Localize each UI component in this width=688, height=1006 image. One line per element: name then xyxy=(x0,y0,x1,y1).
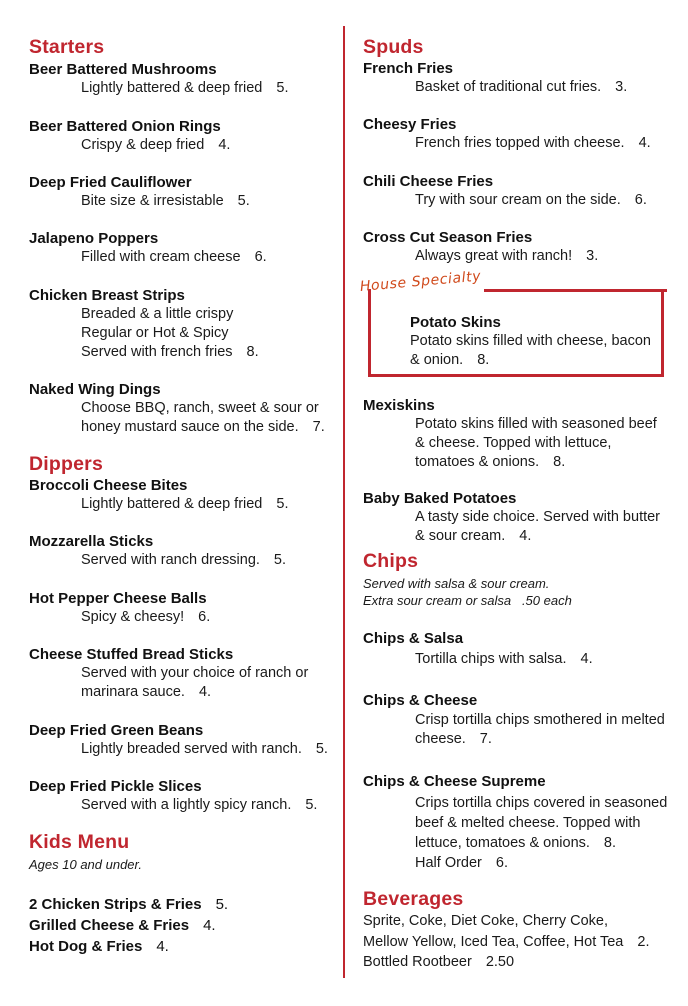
kids-item: Grilled Cheese & Fries 4. xyxy=(29,917,216,934)
item-name: Hot Pepper Cheese Balls xyxy=(29,590,207,607)
item-price: 6. xyxy=(198,609,211,625)
starters-heading: Starters xyxy=(29,36,105,58)
chips-note: Served with salsa & sour cream. Extra sour cream or salsa .50 each xyxy=(363,576,572,608)
item-desc: French fries topped with cheese. 4. xyxy=(415,135,651,151)
item-price: 7. xyxy=(312,419,325,435)
item-name: Jalapeno Poppers xyxy=(29,230,159,247)
item-price: 8. xyxy=(246,344,259,360)
item-name: Mexiskins xyxy=(363,397,435,414)
item-name: Naked Wing Dings xyxy=(29,381,161,398)
item-price: 4. xyxy=(218,137,231,153)
item-name: Cheesy Fries xyxy=(363,116,457,133)
item-price: 7. xyxy=(479,731,492,747)
item-price: 5. xyxy=(273,552,287,568)
item-desc: Basket of traditional cut fries. 3. xyxy=(415,79,628,95)
item-price: 4. xyxy=(156,938,169,955)
item-name: Beer Battered Onion Rings xyxy=(29,118,221,135)
item-price: 2.50 xyxy=(485,954,515,970)
item-desc: Served with your choice of ranch or marinara sauce. 4. xyxy=(81,665,309,700)
item-price: 3. xyxy=(586,248,599,264)
item-desc: Always great with ranch! 3. xyxy=(415,248,599,264)
item-name: Chicken Breast Strips xyxy=(29,287,185,304)
item-desc: Tortilla chips with salsa. 4. xyxy=(415,651,593,667)
item-name: Deep Fried Cauliflower xyxy=(29,174,192,191)
item-price: 6. xyxy=(495,855,508,871)
item-name: Broccoli Cheese Bites xyxy=(29,477,188,494)
house-specialty-border-top xyxy=(484,289,667,292)
item-price: 4. xyxy=(580,651,593,667)
item-desc: Breaded & a little crispy Regular or Hot & Spicy Served with french fries 8. xyxy=(81,306,259,360)
item-name: Chips & Cheese Supreme xyxy=(363,773,546,790)
item-name: Baby Baked Potatoes xyxy=(363,490,517,507)
item-price: 8. xyxy=(603,835,616,851)
item-price: 6. xyxy=(254,249,267,265)
item-price: 5. xyxy=(305,797,318,813)
item-desc: Served with ranch dressing. 5. xyxy=(81,552,287,568)
item-desc: Crispy & deep fried 4. xyxy=(81,137,231,153)
item-desc: Try with sour cream on the side. 6. xyxy=(415,192,647,208)
item-price: 5. xyxy=(276,80,289,96)
item-name: Deep Fried Pickle Slices xyxy=(29,778,202,795)
item-name: Deep Fried Green Beans xyxy=(29,722,204,739)
item-price: 4. xyxy=(519,528,532,544)
item-desc: Served with a lightly spicy ranch. 5. xyxy=(81,797,318,813)
chips-heading: Chips xyxy=(363,550,419,572)
item-desc: Potato skins filled with cheese, bacon & onion. 8. xyxy=(410,333,651,368)
item-name: Chips & Cheese xyxy=(363,692,478,709)
item-price: 5. xyxy=(237,193,250,209)
item-price: 8. xyxy=(553,454,566,470)
item-price: 4. xyxy=(198,684,212,700)
item-price: 4. xyxy=(203,917,216,934)
house-specialty-label: House Specialty xyxy=(359,268,482,295)
item-name: Cheese Stuffed Bread Sticks xyxy=(29,646,234,663)
item-desc: Spicy & cheesy! 6. xyxy=(81,609,211,625)
item-name: Potato Skins xyxy=(410,314,501,331)
kids-note: Ages 10 and under. xyxy=(29,857,142,872)
beverages-heading: Beverages xyxy=(363,888,464,910)
item-desc: Bite size & irresistable 5. xyxy=(81,193,250,209)
column-divider xyxy=(343,26,345,978)
item-name: Chili Cheese Fries xyxy=(363,173,494,190)
beverages-list: Sprite, Coke, Diet Coke, Cherry Coke, Mellow Yellow, Iced Tea, Coffee, Hot Tea 2. Bottled Rootbeer 2.50 xyxy=(363,913,650,970)
kids-item: 2 Chicken Strips & Fries 5. xyxy=(29,896,229,913)
item-price: 2. xyxy=(637,933,650,950)
dippers-heading: Dippers xyxy=(29,453,104,475)
item-desc: Potato skins filled with seasoned beef & cheese. Topped with lettuce, tomatoes & onions. 8. xyxy=(415,416,657,470)
item-desc: Filled with cream cheese 6. xyxy=(81,249,267,265)
item-name: Beer Battered Mushrooms xyxy=(29,61,217,78)
item-price: 8. xyxy=(477,352,490,368)
item-price: 5. xyxy=(315,741,328,757)
item-name: Chips & Salsa xyxy=(363,630,464,647)
item-desc: Lightly battered & deep fried 5. xyxy=(81,496,289,512)
item-price: 3. xyxy=(615,79,628,95)
item-price: 5. xyxy=(276,496,289,512)
item-name: Mozzarella Sticks xyxy=(29,533,154,550)
item-name: Cross Cut Season Fries xyxy=(363,229,533,246)
spuds-heading: Spuds xyxy=(363,36,424,58)
kids-menu-heading: Kids Menu xyxy=(29,831,130,853)
item-price: 5. xyxy=(215,896,229,913)
item-desc: A tasty side choice. Served with butter & sour cream. 4. xyxy=(415,509,661,544)
item-desc: Lightly battered & deep fried 5. xyxy=(81,80,289,96)
item-desc: Crips tortilla chips covered in seasoned beef & melted cheese. Topped with lettuce, tomatoes & onions. 8. Half Order 6. xyxy=(415,795,668,871)
item-price: 6. xyxy=(634,192,647,208)
item-price: 4. xyxy=(638,135,651,151)
item-desc: Choose BBQ, ranch, sweet & sour or honey mustard sauce on the side. 7. xyxy=(81,400,325,435)
kids-item: Hot Dog & Fries 4. xyxy=(29,938,169,955)
item-desc: Crisp tortilla chips smothered in melted cheese. 7. xyxy=(415,712,665,747)
item-name: French Fries xyxy=(363,60,454,77)
item-desc: Lightly breaded served with ranch. 5. xyxy=(81,741,328,757)
